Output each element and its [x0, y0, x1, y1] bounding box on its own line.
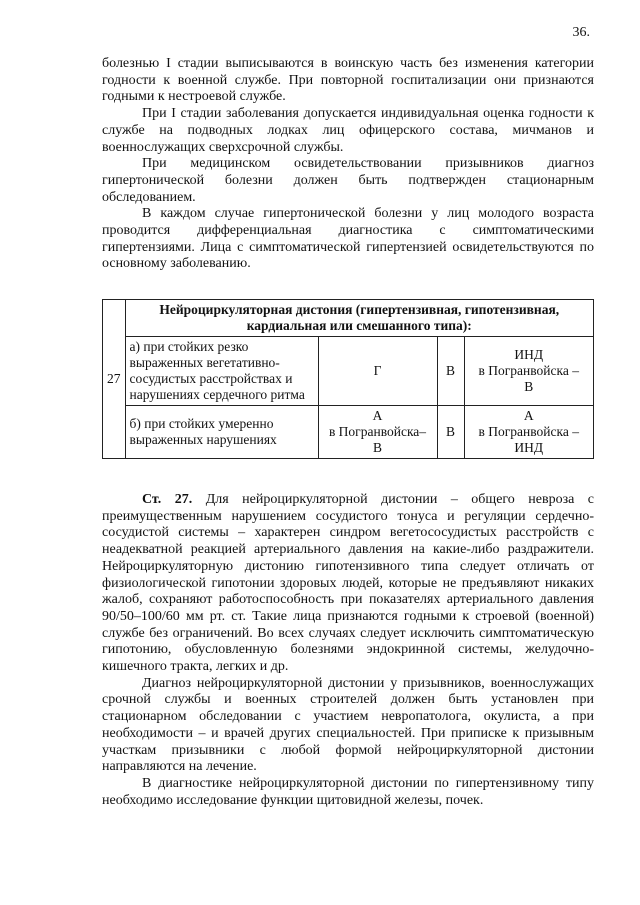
table-heading-row	[103, 300, 594, 337]
category-value: ИНД	[514, 440, 544, 455]
item-cell: а) при стойких резко выраженных вегетативно-сосудистых расстройствах и нарушениях сердечного ритма	[125, 337, 318, 406]
paragraph: В каждом случае гипертонической болезни у лиц молодого возраста проводится дифференциальная диагностика с симптоматическими гипертензиями. Лица с симптоматической гипертензией освидетельствуются по основному заболеванию.	[102, 206, 594, 272]
heading-line: кардиальная или смешанного типа):	[246, 318, 472, 333]
table-row	[103, 406, 594, 459]
category-cell	[464, 406, 594, 459]
category-cell	[464, 337, 594, 406]
paragraph: болезнью I стадии выписываются в воинскую часть без изменения категории годности к военной службе. При повторной госпитализации они признаются годными к нестроевой службе.	[102, 56, 594, 105]
paragraph-text: Для нейроциркуляторной дистонии – общего невроза с преимущественным нарушением сосудистого тонуса и регуляции сердечно-сосудистой системы – характерен синдром вегетососудистых расстройств с неадекватной реакцией артериального давления на какие-либо раздражители. Нейроциркуляторную дистонию гипотензивного типа следует отличать от физиологической гипотонии здоровых людей, которые не предъявляют никаких жалоб, сохраняют работоспособность при показателях артериального давления 90/50–100/60 мм рт. ст. Такие лица признаются годными к строевой (военной) службе без ограничений. Во всех случаях следует исключить симптоматическую гипотонию, обусловленную болезнями эндокринной системы, желудочно-кишечного тракта, легких и др.	[102, 492, 595, 675]
category-value: Г	[373, 363, 382, 378]
category-cell	[437, 337, 464, 406]
paragraph: Диагноз нейроциркуляторной дистонии у призывников, военнослужащих срочной службы и военных строителей должен быть установлен при стационарном обследовании с участием невропатолога, окулиста, а при необходимости – и врачей других специальностей. При приписке к призывным участкам призывники с любой формой нейроциркуляторной дистонии направляются на лечение.	[102, 675, 594, 775]
category-value: А	[523, 408, 534, 423]
text-section-bottom	[102, 492, 594, 809]
category-value: ИНД	[514, 347, 544, 362]
fitness-category-table	[102, 299, 594, 459]
category-cell	[437, 406, 464, 459]
category-cell	[318, 337, 437, 406]
table-heading-cell	[125, 300, 594, 337]
category-value: В	[445, 424, 455, 439]
item-cell: б) при стойких умеренно выраженных нарушениях	[125, 406, 318, 459]
category-value: В	[445, 363, 455, 378]
text-section-top	[102, 56, 594, 273]
paragraph: При I стадии заболевания допускается индивидуальная оценка годности к службе на подводных лодках лиц офицерского состава, мичманов и военнослужащих сверхсрочной службы.	[102, 106, 594, 155]
page-number: 36.	[572, 25, 590, 40]
category-value: в Погранвойска–	[328, 424, 427, 439]
table-row	[103, 337, 594, 406]
paragraph: В диагностике нейроциркуляторной дистонии по гипертензивному типу необходимо исследование функции щитовидной железы, почек.	[102, 775, 594, 808]
category-value: В	[524, 379, 534, 394]
article-number-cell: 27	[103, 300, 126, 459]
category-value: в Погранвойска –	[478, 424, 579, 439]
heading-line: Нейроциркуляторная дистония (гипертензивная, гипотензивная,	[159, 302, 560, 317]
paragraph: При медицинском освидетельствовании призывников диагноз гипертонической болезни должен быть подтвержден стационарным обследованием.	[102, 156, 594, 205]
article-label: Ст. 27.	[142, 492, 193, 507]
category-value: А	[372, 408, 383, 423]
paragraph	[102, 492, 594, 676]
category-value: В	[372, 440, 382, 455]
category-cell	[318, 406, 437, 459]
category-value: в Погранвойска –	[478, 363, 579, 378]
